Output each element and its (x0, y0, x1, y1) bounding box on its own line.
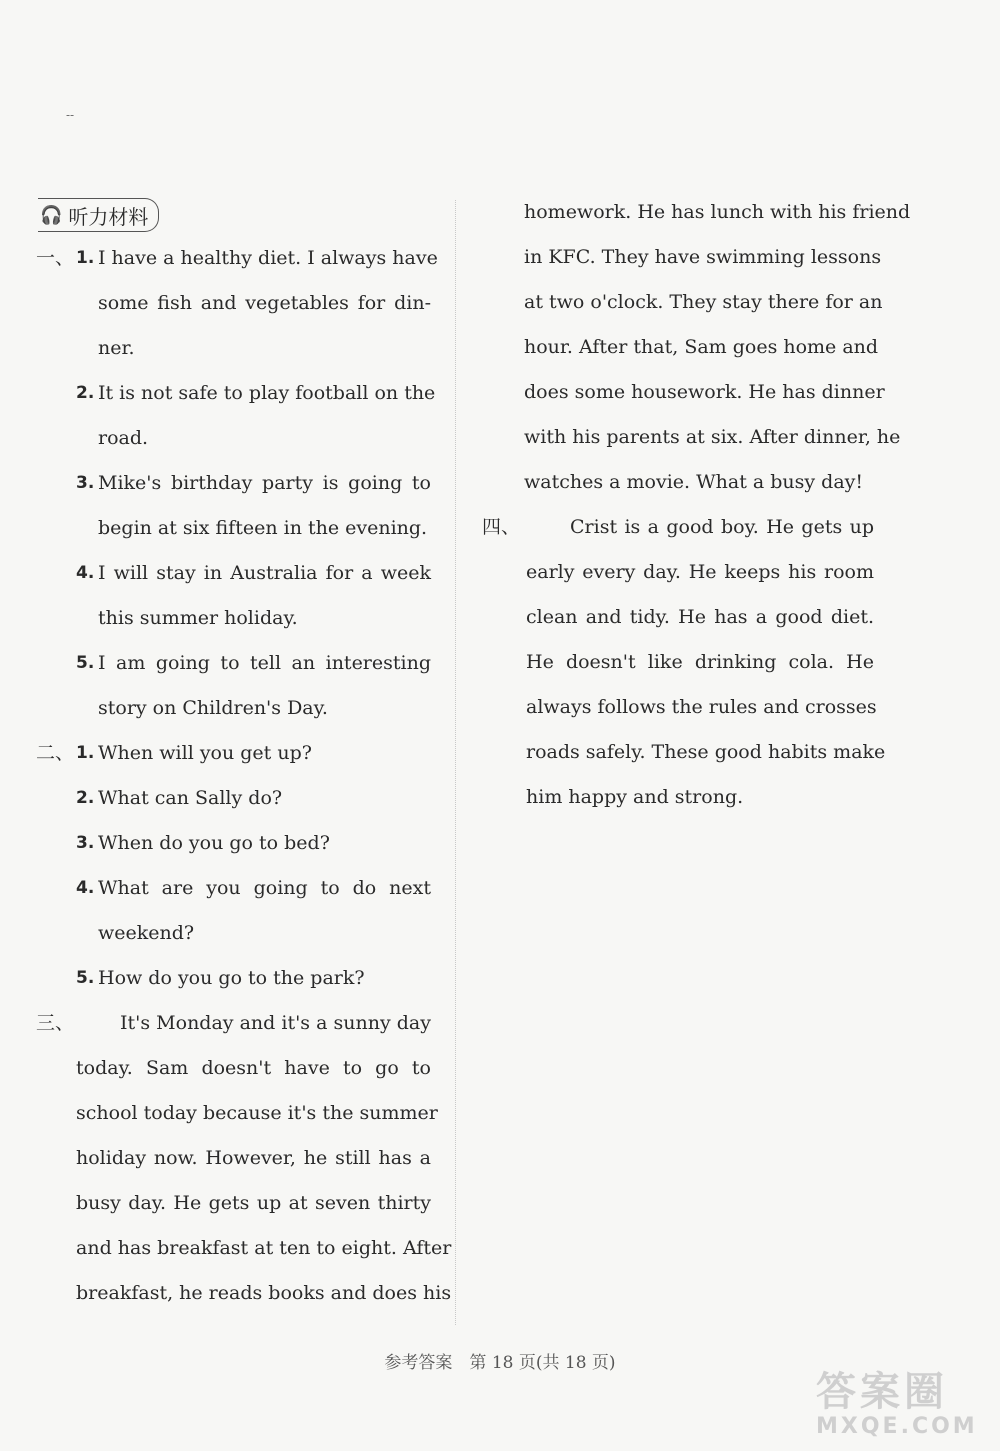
paragraph-text: always follows the rules and crosses (526, 696, 877, 718)
paragraph-text: watches a movie. What a busy day! (524, 471, 864, 493)
item-text: I will stay in Australia for a week (98, 562, 431, 584)
paragraph-text: at two o'clock. They stay there for an (524, 291, 883, 313)
paragraph-line (482, 595, 874, 640)
list-item-line (36, 461, 431, 506)
paragraph-text: breakfast, he reads books and does his (76, 1282, 452, 1304)
paragraph-text: does some housework. He has dinner (524, 381, 885, 403)
section-3-continued (482, 190, 911, 505)
headphones-icon: 🎧 (40, 204, 63, 226)
item-number: 4. (76, 563, 95, 583)
paragraph-line (36, 1271, 452, 1316)
item-text: How do you go to the park? (98, 967, 365, 989)
paragraph-text: Crist is a good boy. He gets up (570, 516, 874, 538)
list-item-line (36, 281, 431, 326)
item-text: begin at six fifteen in the evening. (98, 517, 428, 539)
list-item-line (36, 371, 436, 416)
column-divider (455, 200, 456, 1325)
paragraph-text: clean and tidy. He has a good diet. (526, 606, 874, 628)
right-column (482, 190, 911, 820)
paragraph-line (482, 775, 874, 820)
paragraph-text: him happy and strong. (526, 786, 744, 808)
paragraph-text: in KFC. They have swimming lessons (524, 246, 882, 268)
left-column (36, 198, 452, 1316)
item-text: It is not safe to play football on the (98, 382, 436, 404)
item-number: 1. (76, 743, 95, 763)
item-text: When will you get up? (98, 742, 312, 764)
paragraph-line (482, 685, 877, 730)
item-text: When do you go to bed? (98, 832, 330, 854)
list-item-line (36, 821, 431, 866)
paragraph-line (36, 1001, 431, 1046)
paragraph-line (482, 730, 886, 775)
list-item-line (36, 596, 431, 641)
page-footer: 参考答案 第 18 页(共 18 页) (384, 1353, 616, 1373)
paragraph-text: It's Monday and it's a sunny day (120, 1012, 431, 1034)
top-mark: -- (66, 108, 75, 122)
paragraph-text: holiday now. However, he still has a (76, 1147, 431, 1169)
list-item-line (36, 911, 431, 956)
item-text: I have a healthy diet. I always have (98, 247, 438, 269)
list-item-line (36, 551, 431, 596)
item-number: 3. (76, 833, 95, 853)
item-number: 2. (76, 788, 95, 808)
section-2 (36, 731, 431, 1001)
list-item-line (36, 866, 431, 911)
paragraph-text: today. Sam doesn't have to go to (76, 1057, 431, 1079)
section-4-marker: 四、 (482, 516, 521, 538)
paragraph-line (482, 550, 874, 595)
header-label: 听力材料 (68, 204, 149, 229)
item-text: this summer holiday. (98, 607, 298, 629)
paragraph-line (36, 1181, 431, 1226)
item-text: What are you going to do next (98, 877, 431, 899)
list-item-line (36, 686, 431, 731)
section-4 (482, 505, 886, 820)
paragraph-text: hour. After that, Sam goes home and (524, 336, 879, 358)
paragraph-line (482, 640, 874, 685)
site-watermark-logo: 答案圈 MXQE.COM (816, 1369, 978, 1439)
item-number: 1. (76, 248, 95, 268)
item-text: weekend? (98, 922, 195, 944)
item-text: road. (98, 427, 149, 449)
paragraph-line (36, 1091, 438, 1136)
paragraph-line (36, 1226, 452, 1271)
item-number: 2. (76, 383, 95, 403)
item-text: some fish and vegetables for din- (98, 292, 431, 314)
section-header-tag (38, 198, 159, 232)
paragraph-text: He doesn't like drinking cola. He (526, 651, 874, 673)
section-3-marker: 三、 (36, 1012, 75, 1034)
section-1-marker: 一、 (36, 247, 75, 269)
list-item-line (36, 506, 431, 551)
list-item-line (36, 641, 431, 686)
paragraph-text: and has breakfast at ten to eight. After (76, 1237, 452, 1259)
list-item-line (36, 416, 431, 461)
paragraph-line (482, 505, 874, 550)
list-item-line (36, 956, 431, 1001)
paragraph-text: school today because it's the summer (76, 1102, 438, 1124)
section-2-marker: 二、 (36, 742, 75, 764)
item-text: What can Sally do? (98, 787, 283, 809)
paragraph-text: busy day. He gets up at seven thirty (76, 1192, 431, 1214)
paragraph-text: roads safely. These good habits make (526, 741, 886, 763)
paragraph-text: with his parents at six. After dinner, he (524, 426, 901, 448)
item-number: 5. (76, 968, 95, 988)
item-number: 3. (76, 473, 95, 493)
item-text: ner. (98, 337, 135, 359)
paragraph-line (36, 1046, 431, 1091)
list-item-line (36, 731, 431, 776)
section-1 (36, 236, 438, 731)
paragraph-line (36, 1136, 431, 1181)
item-text: story on Children's Day. (98, 697, 328, 719)
list-item-line (36, 236, 438, 281)
item-number: 4. (76, 878, 95, 898)
item-number: 5. (76, 653, 95, 673)
paragraph-text: early every day. He keeps his room (526, 561, 874, 583)
section-3 (36, 1001, 452, 1316)
list-item-line (36, 326, 431, 371)
list-item-line (36, 776, 431, 821)
item-text: Mike's birthday party is going to (98, 472, 431, 494)
paragraph-text: homework. He has lunch with his friend (524, 201, 911, 223)
item-text: I am going to tell an interesting (98, 652, 431, 674)
